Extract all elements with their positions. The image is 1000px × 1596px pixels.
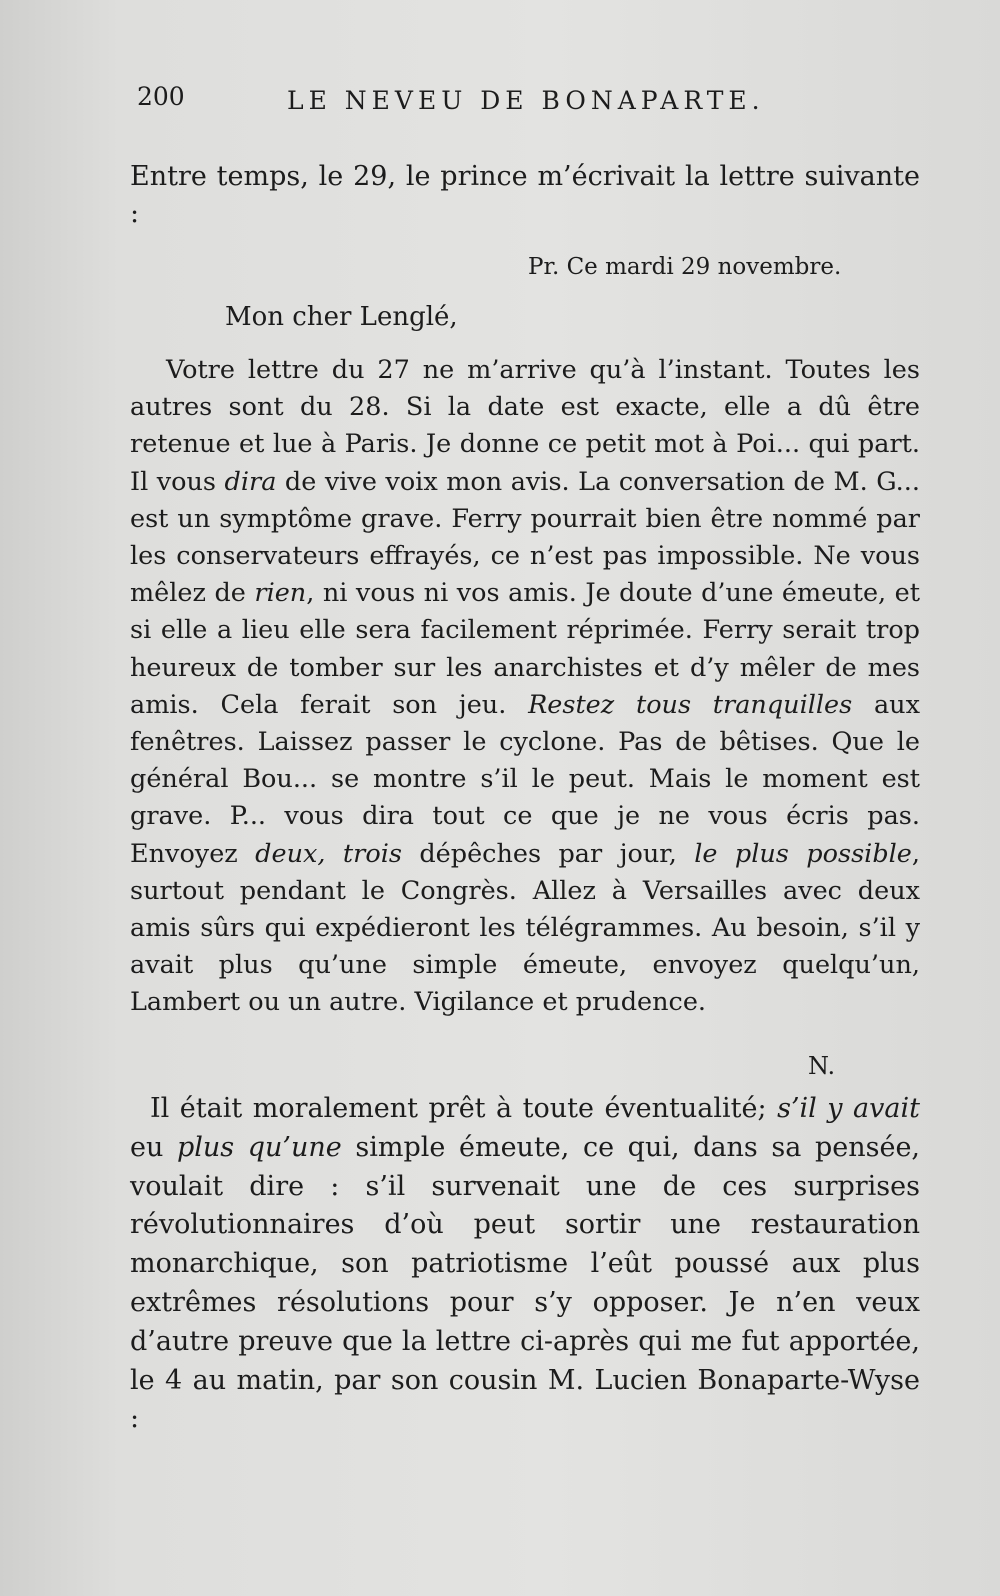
letter-text: de vive voix mon avis. La conversation de M. G... est un symptôme grave. Ferry pourrait bien être nommé par les conservateurs effrayés, ce n’est pas impossible. Ne vous mêlez de	[130, 466, 920, 609]
commentary-emphasis: s’il y avait	[777, 1093, 920, 1124]
commentary-text: eu	[130, 1131, 177, 1163]
letter-text: , ni vous ni vos amis. Je doute d’une émeute, et si elle a lieu elle sera facilement réprimée. Ferry serait trop heureux de tomber sur les anarchistes et d’y mêler de mes amis. Cela ferait son jeu.	[130, 578, 920, 720]
commentary-emphasis: plus qu’une	[176, 1131, 342, 1163]
letter-dateline: Pr. Ce mardi 29 novembre.	[528, 254, 842, 280]
letter-signature: N.	[808, 1052, 836, 1080]
letter-emphasis: le plus possible	[694, 838, 912, 869]
letter-emphasis: Restez tous tranquilles	[528, 689, 853, 720]
letter-emphasis: rien	[254, 578, 307, 609]
page-number: 200	[137, 82, 185, 111]
letter-emphasis: deux, trois	[255, 838, 402, 869]
commentary-text: simple émeute, ce qui, dans sa pensée, voulait dire : s’il survenait une de ces surprises révolutionnaires d’où peut sortir une restauration monarchique, son patriotisme l’eût poussé aux plus extrêmes résolutions pour s’y opposer. Je n’en veux d’autre preuve que la lettre ci-après qui me fut apportée, le 4 au matin, par son cousin M. Lucien Bonaparte-Wyse :	[130, 1131, 921, 1435]
letter-text: , surtout pendant le Congrès. Allez à Versailles avec deux amis sûrs qui expédieront les télégrammes. Au besoin, s’il y avait plus qu’une simple émeute, envoyez quelqu’un, Lambert ou un autre. Vigilance et prudence.	[130, 838, 920, 1018]
letter-emphasis: dira	[224, 466, 277, 497]
running-head	[137, 82, 797, 122]
commentary-paragraph	[130, 1090, 920, 1439]
letter-text: Votre lettre du 27 ne m’arrive qu’à l’instant. Toutes les autres sont du 28. Si la date est exacte, elle a dû être retenue et lue à Paris. Je donne ce petit mot à Poi... qui part. Il vous	[130, 355, 920, 497]
letter-body	[130, 352, 920, 1022]
letter-text: dépêches par jour,	[401, 838, 695, 869]
commentary-text: Il était moralement prêt à toute éventualité;	[150, 1093, 778, 1124]
running-title: LE NEVEU DE BONAPARTE.	[287, 86, 765, 115]
intro-paragraph	[130, 158, 920, 232]
letter-text: aux fenêtres. Laissez passer le cyclone. Pas de bêtises. Que le général Bou... se montre s’il le peut. Mais le moment est grave. P... vous dira tout ce que je ne vous écris pas. Envoyez	[130, 689, 920, 869]
intro-text: Entre temps, le 29, le prince m’écrivait la lettre suivante :	[130, 161, 920, 229]
letter-salutation: Mon cher Lenglé,	[225, 302, 458, 332]
